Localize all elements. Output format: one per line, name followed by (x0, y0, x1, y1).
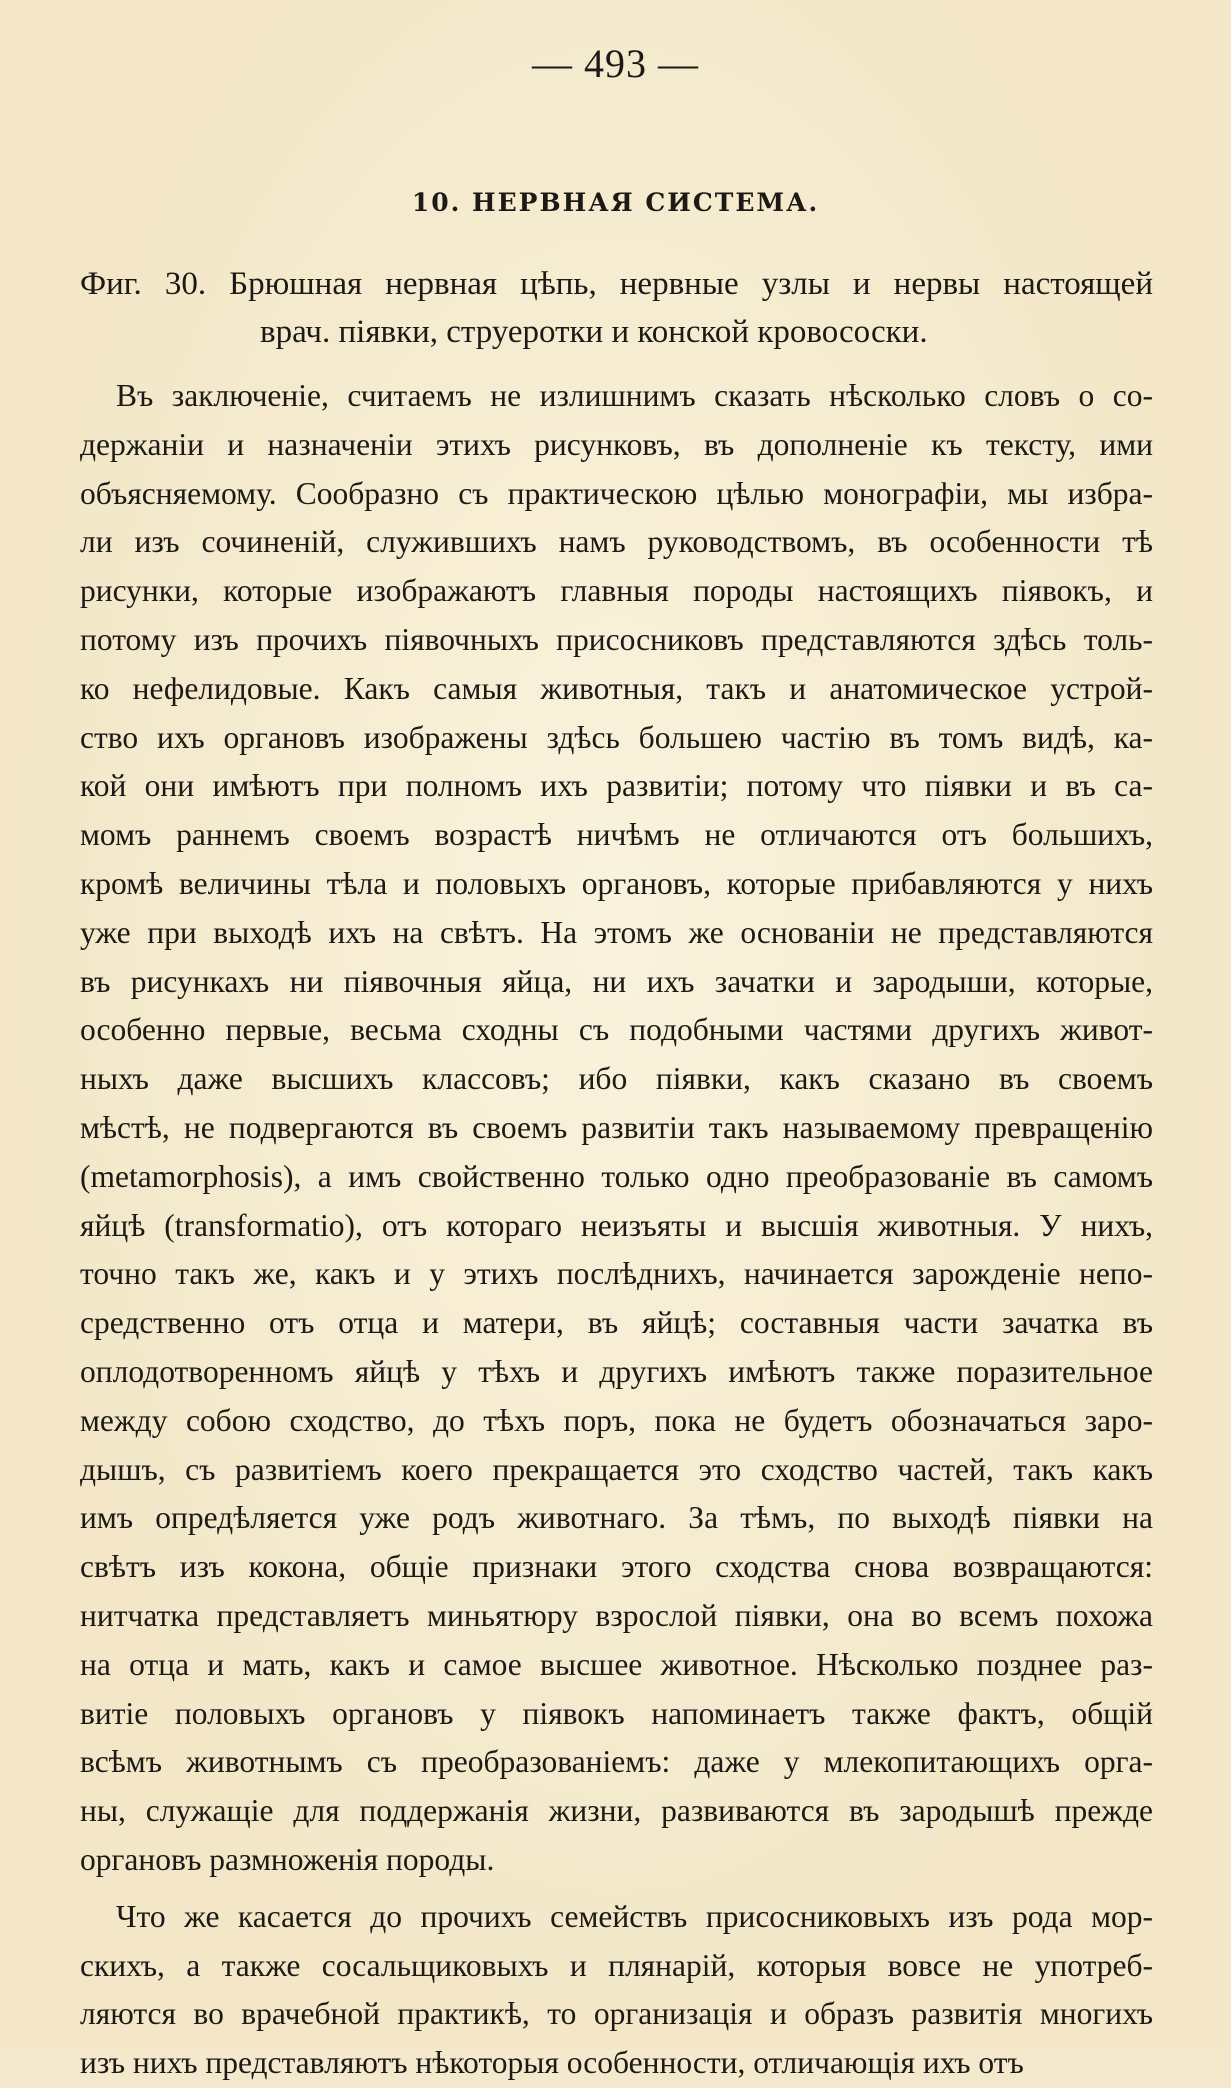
text-line: точно такъ же, какъ и у этихъ послѣднихъ, начинается зарожденіе непо- (80, 1256, 1153, 1292)
text-line: момъ раннемъ своемъ возрастѣ ничѣмъ не отличаются отъ большихъ, (80, 817, 1153, 853)
figure-caption-line: врач. піявки, струеротки и конской кровососки. (260, 314, 928, 350)
paragraph (80, 372, 1153, 1885)
text-line: всѣмъ животнымъ съ преобразованіемъ: даже у млекопитающихъ орга- (80, 1744, 1153, 1780)
text-line: средственно отъ отца и матери, въ яйцѣ; составныя части зачатка въ (80, 1305, 1153, 1341)
text-line: оплодотворенномъ яйцѣ у тѣхъ и другихъ имѣютъ также поразительное (80, 1353, 1153, 1389)
text-line: яйцѣ (transformatio), отъ котораго неизъяты и высшія животныя. У нихъ, (80, 1207, 1153, 1243)
text-line: ко нефелидовые. Какъ самыя животныя, такъ и анатомическое устрой- (80, 670, 1153, 706)
text-line: органовъ размноженія породы. (80, 1841, 495, 1877)
figure-caption (80, 260, 1153, 356)
text-line: объясняемому. Сообразно съ практическою цѣлью монографіи, мы избра- (80, 475, 1153, 511)
text-line: Что же касается до прочихъ семействъ присосниковыхъ изъ рода мор- (116, 1898, 1153, 1934)
text-line: ныхъ даже высшихъ классовъ; ибо піявки, какъ сказано въ своемъ (80, 1061, 1153, 1097)
text-line: ляются во врачебной практикѣ, то организація и образъ развитія многихъ (80, 1996, 1153, 2032)
figure-caption-line: Фиг. 30. Брюшная нервная цѣпь, нервные узлы и нервы настоящей (80, 266, 1153, 302)
text-line: изъ нихъ представляютъ нѣкоторыя особенности, отличающія ихъ отъ (80, 2045, 1024, 2081)
text-line: мѣстѣ, не подвергаются въ своемъ развитіи такъ называемому превращенію (80, 1109, 1153, 1145)
text-line: потому изъ прочихъ піявочныхъ присосниковъ представляются здѣсь толь- (80, 621, 1153, 657)
text-line: между собою сходство, до тѣхъ поръ, пока не будетъ обозначаться заро- (80, 1402, 1153, 1438)
text-line: уже при выходѣ ихъ на свѣтъ. На этомъ же основаніи не представляются (80, 914, 1153, 950)
text-line: нитчатка представляетъ миньятюру взрослой піявки, она во всемъ похожа (80, 1597, 1153, 1633)
text-line: Въ заключеніе, считаемъ не излишнимъ сказать нѣсколько словъ о со- (116, 378, 1153, 413)
text-line: кой они имѣютъ при полномъ ихъ развитіи; потому что піявки и въ са- (80, 768, 1153, 804)
section-title: 10. НЕРВНАЯ СИСТЕМА. (411, 188, 820, 217)
text-line: держаніи и назначеніи этихъ рисунковъ, въ дополненіе къ тексту, ими (80, 426, 1153, 462)
text-line: ны, служащіе для поддержанія жизни, развиваются въ зародышѣ прежде (80, 1793, 1153, 1829)
text-line: ство ихъ органовъ изображены здѣсь большею частію въ томъ видѣ, ка- (80, 719, 1153, 755)
text-line: особенно первые, весьма сходны съ подобными частями другихъ живот- (80, 1012, 1153, 1048)
text-line: на отца и мать, какъ и самое высшее животное. Нѣсколько позднее раз- (80, 1646, 1153, 1682)
text-line: имъ опредѣляется уже родъ животнаго. За тѣмъ, по выходѣ піявки на (80, 1500, 1153, 1536)
text-line: ли изъ сочиненій, служившихъ намъ руководствомъ, въ особенности тѣ (80, 524, 1153, 560)
text-line: (metamorphosis), а имъ свойственно только одно преобразованіе въ самомъ (80, 1158, 1153, 1194)
text-line: скихъ, а также сосальщиковыхъ и плянарій, которыя вовсе не употреб- (80, 1947, 1153, 1983)
text-line: свѣтъ изъ кокона, общіе признаки этого сходства снова возвращаются: (80, 1549, 1153, 1585)
text-line: кромѣ величины тѣла и половыхъ органовъ, которые прибавляются у нихъ (80, 865, 1153, 901)
body-text (80, 372, 1153, 2088)
text-line: въ рисункахъ ни піявочныя яйца, ни ихъ зачатки и зародыши, которые, (80, 963, 1153, 999)
paragraph (80, 1893, 1153, 2088)
page-number: — 493 — (532, 41, 699, 86)
text-line: дышъ, съ развитіемъ коего прекращается это сходство частей, такъ какъ (80, 1451, 1153, 1487)
text-line: витіе половыхъ органовъ у піявокъ напоминаетъ также фактъ, общій (80, 1695, 1153, 1731)
text-line: рисунки, которые изображаютъ главныя породы настоящихъ піявокъ, и (80, 573, 1153, 609)
